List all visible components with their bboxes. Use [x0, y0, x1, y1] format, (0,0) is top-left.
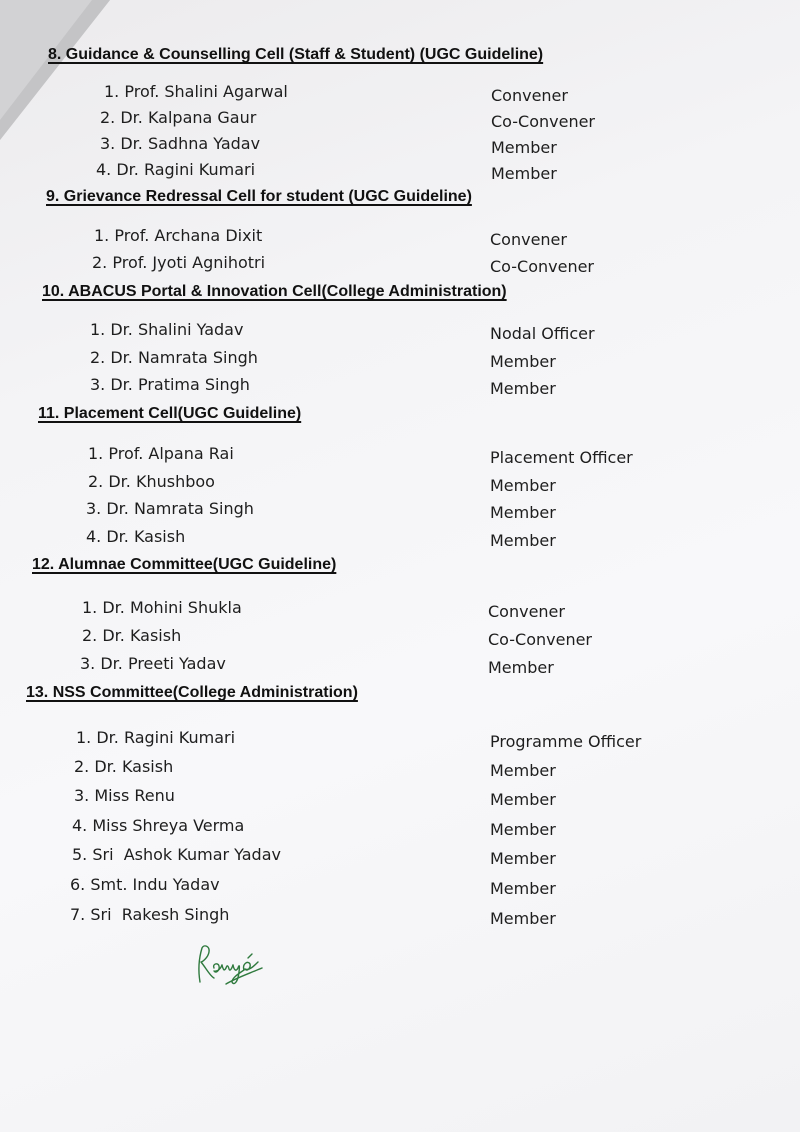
member-name: 7. Sri Rakesh Singh: [70, 905, 230, 924]
member-role: Placement Officer: [490, 448, 633, 467]
member-role: Co-Convener: [491, 112, 596, 131]
member-name: 2. Dr. Kalpana Gaur: [100, 108, 257, 127]
member-role: Nodal Officer: [490, 324, 595, 343]
member-name: 4. Dr. Ragini Kumari: [96, 160, 256, 179]
member-name: 1. Prof. Alpana Rai: [88, 444, 234, 463]
member-name: 3. Dr. Pratima Singh: [90, 375, 250, 394]
member-role: Member: [490, 820, 556, 839]
member-role: Member: [491, 138, 557, 157]
member-role: Member: [490, 879, 556, 898]
member-role: Member: [490, 476, 556, 495]
section-heading-placement-cell: 11. Placement Cell(UGC Guideline): [38, 405, 302, 422]
member-role: Member: [490, 503, 556, 522]
member-role: Member: [490, 909, 556, 928]
member-name: 1. Prof. Shalini Agarwal: [104, 82, 288, 101]
member-name: 2. Dr. Kasish: [74, 757, 174, 776]
member-role: Member: [490, 849, 556, 868]
member-name: 3. Dr. Namrata Singh: [86, 499, 254, 518]
member-role: Member: [490, 761, 556, 780]
member-role: Co-Convener: [488, 630, 593, 649]
section-heading-grievance-redressal: 9. Grievance Redressal Cell for student (UGC Guideline): [46, 188, 472, 205]
member-role: Member: [488, 658, 554, 677]
member-name: 2. Dr. Namrata Singh: [90, 348, 258, 367]
member-role: Member: [490, 352, 556, 371]
member-name: 3. Dr. Sadhna Yadav: [100, 134, 261, 153]
member-role: Co-Convener: [490, 257, 595, 276]
member-name: 4. Dr. Kasish: [86, 527, 186, 546]
section-heading-guidance-counselling: 8. Guidance & Counselling Cell (Staff & Student) (UGC Guideline): [48, 46, 544, 63]
member-name: 2. Prof. Jyoti Agnihotri: [92, 253, 266, 272]
member-role: Convener: [490, 230, 567, 249]
member-name: 1. Dr. Mohini Shukla: [82, 598, 242, 617]
member-role: Member: [490, 790, 556, 809]
member-name: 6. Smt. Indu Yadav: [70, 875, 220, 894]
member-name: 1. Dr. Shalini Yadav: [90, 320, 244, 339]
section-heading-abacus-portal: 10. ABACUS Portal & Innovation Cell(College Administration): [42, 283, 507, 300]
handwritten-signature: [192, 938, 272, 990]
member-role: Member: [490, 379, 556, 398]
member-name: 3. Dr. Preeti Yadav: [80, 654, 226, 673]
member-role: Convener: [488, 602, 565, 621]
member-name: 1. Prof. Archana Dixit: [94, 226, 263, 245]
member-role: Member: [491, 164, 557, 183]
member-name: 1. Dr. Ragini Kumari: [76, 728, 236, 747]
member-name: 4. Miss Shreya Verma: [72, 816, 245, 835]
member-role: Programme Officer: [490, 732, 642, 751]
member-name: 5. Sri Ashok Kumar Yadav: [72, 845, 281, 864]
member-name: 2. Dr. Khushboo: [88, 472, 215, 491]
member-role: Member: [490, 531, 556, 550]
section-heading-nss-committee: 13. NSS Committee(College Administration): [26, 684, 358, 701]
member-role: Convener: [491, 86, 568, 105]
member-name: 3. Miss Renu: [74, 786, 175, 805]
member-name: 2. Dr. Kasish: [82, 626, 182, 645]
section-heading-alumnae-committee: 12. Alumnae Committee(UGC Guideline): [32, 556, 337, 573]
